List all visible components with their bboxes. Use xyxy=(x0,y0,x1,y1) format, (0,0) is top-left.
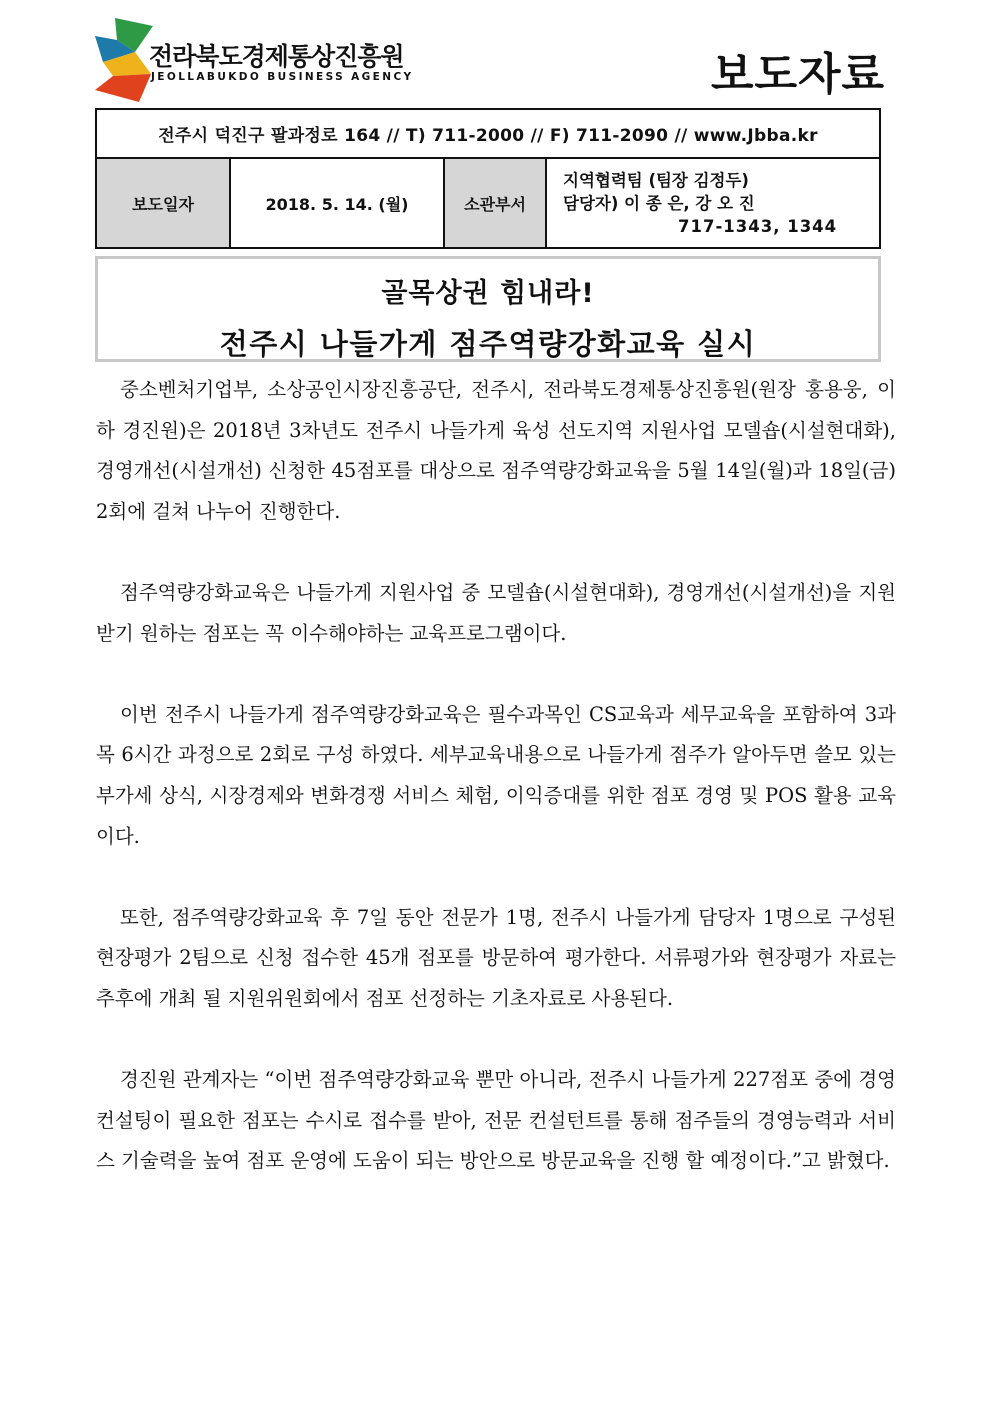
headline-box xyxy=(95,256,881,362)
body-paragraph: 중소벤처기업부, 소상공인시장진흥공단, 전주시, 전라북도경제통상진흥원(원장 홍용웅, 이하 경진원)은 2018년 3차년도 전주시 나들가게 육성 선도지역 지원사업 모델숍(시설현대화), 경영개선(시설개선) 신청한 45점포를 대상으로 점주역량강화교육을 5월 14일(월)과 18일(금) 2회에 걸쳐 나누어 진행한다. xyxy=(96,378,896,523)
info-table xyxy=(95,108,881,249)
press-release-body xyxy=(96,370,896,1222)
body-paragraph: 또한, 점주역량강화교육 후 7일 동안 전문가 1명, 전주시 나들가게 담당자 1명으로 구성된 현장평가 2팀으로 신청 접수한 45개 점포를 방문하여 평가한다. 서류평가와 현장평가 자료는 추후에 개최 될 지원위원회에서 점포 선정하는 기초자료로 사용된다. xyxy=(96,905,896,1010)
release-date-label: 보도일자 xyxy=(96,158,230,248)
body-paragraph: 이번 전주시 나들가게 점주역량강화교육은 필수과목인 CS교육과 세무교육을 포함하여 3과목 6시간 과정으로 2회로 구성 하였다. 세부교육내용으로 나들가게 점주가 알아두면 쓸모 있는 부가세 상식, 시장경제와 변화경쟁 서비스 체험, 이익증대를 위한 점포 경영 및 POS 활용 교육이다. xyxy=(96,702,896,848)
department-contact xyxy=(546,158,880,248)
body-paragraph: 경진원 관계자는 “이번 점주역량강화교육 뿐만 아니라, 전주시 나들가게 227점포 중에 경영 컨설팅이 필요한 점포는 수시로 접수를 받아, 전문 컨설턴트를 통해 점주들의 경영능력과 서비스 기술력을 높여 점포 운영에 도움이 되는 방안으로 방문교육을 진행 할 예정이다.”고 밝혔다. xyxy=(96,1068,896,1173)
headline-line-2: 전주시 나들가게 점주역량강화교육 실시 xyxy=(219,327,757,361)
team-name: 지역협력팀 (팀장 김정두) xyxy=(563,170,749,190)
release-date-value: 2018. 5. 14. (월) xyxy=(230,158,444,248)
org-name-english: JEOLLABUKDO BUSINESS AGENCY xyxy=(151,71,414,83)
letterhead xyxy=(95,18,885,108)
body-paragraph: 점주역량강화교육은 나들가게 지원사업 중 모델숍(시설현대화), 경영개선(시설개선)을 지원받기 원하는 점포는 꼭 이수해야하는 교육프로그램이다. xyxy=(96,580,896,645)
staff-phone: 717-1343, 1344 xyxy=(678,216,838,236)
headline-line-1: 골목상권 힘내라! xyxy=(381,278,595,309)
staff-names: 담당자) 이 종 은, 강 오 진 xyxy=(563,193,755,213)
agency-logo-icon xyxy=(95,18,155,102)
address-contact-line: 전주시 덕진구 팔과정로 164 // T) 711-2000 // F) 711-2090 // www.Jbba.kr xyxy=(96,109,880,158)
department-label: 소관부서 xyxy=(444,158,546,248)
org-name-korean: 전라북도경제통상진흥원 xyxy=(149,42,404,71)
document-type-heading: 보도자료 xyxy=(710,49,885,100)
